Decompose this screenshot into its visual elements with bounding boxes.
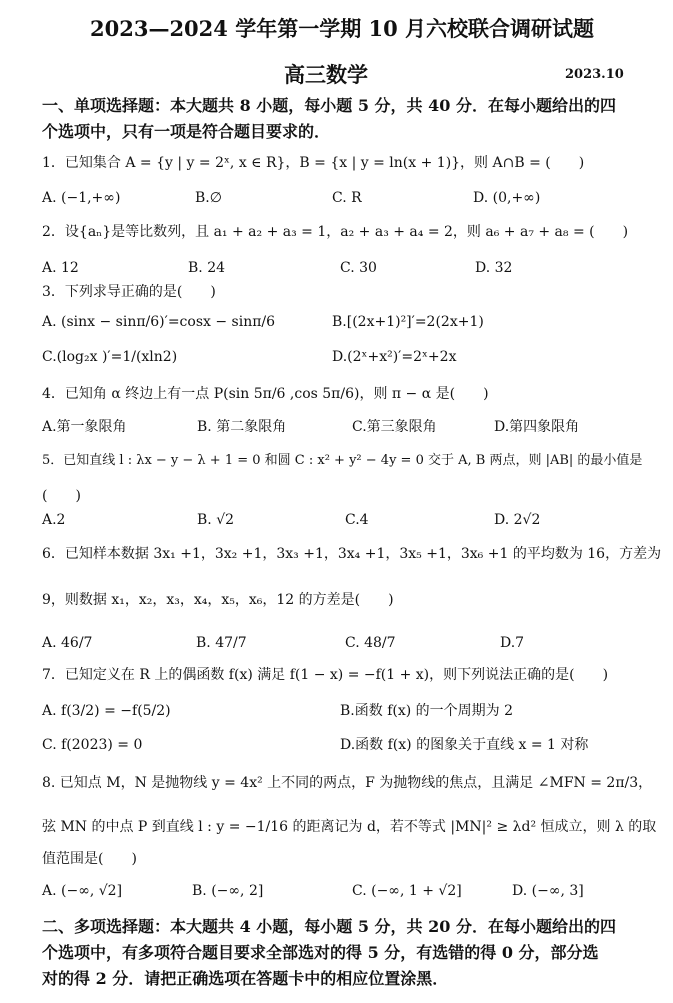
question-2-option-c: C. 30 bbox=[340, 260, 377, 276]
question-5-text-line1: 5．已知直线 l : λx − y − λ + 1 = 0 和圆 C : x² + y² − 4y = 0 交于 A, B 两点，则 |AB| 的最小值是 bbox=[42, 453, 643, 468]
question-1-option-a: A. (−1,+∞) bbox=[42, 190, 121, 206]
question-2-option-a: A. 12 bbox=[42, 260, 79, 276]
section2-heading-line2: 个选项中，有多项符合题目要求全部选对的得 5 分，有选错的得 0 分，部分选 bbox=[42, 943, 599, 962]
exam-title: 2023—2024 学年第一学期 10 月六校联合调研试题 bbox=[90, 16, 595, 41]
question-3-option-b: B.[(2x+1)²]′=2(2x+1) bbox=[332, 314, 484, 330]
question-6-text-line2: 9，则数据 x₁，x₂，x₃，x₄，x₅，x₆，12 的方差是( ) bbox=[42, 592, 394, 608]
question-8-option-d: D. (−∞, 3] bbox=[512, 883, 584, 899]
section2-heading-line3: 对的得 2 分．请把正确选项在答题卡中的相应位置涂黑． bbox=[42, 969, 449, 988]
subject-title: 高三数学 bbox=[284, 62, 368, 87]
question-1-option-c: C. R bbox=[332, 190, 362, 206]
question-4-option-b: B. 第二象限角 bbox=[197, 419, 287, 435]
question-7-option-c: C. f(2023) = 0 bbox=[42, 737, 143, 753]
question-4-text: 4．已知角 α 终边上有一点 P(sin 5π/6 ,cos 5π/6)，则 π − α 是( ) bbox=[42, 386, 489, 402]
question-1-option-d: D. (0,+∞) bbox=[473, 190, 541, 206]
question-1-text: 1．已知集合 A = {y | y = 2ˣ, x ∈ R}，B = {x | y = ln(x + 1)}，则 A∩B = ( ) bbox=[42, 155, 585, 171]
question-7-option-d: D.函数 f(x) 的图象关于直线 x = 1 对称 bbox=[340, 737, 589, 753]
question-5-text-line2: ( ) bbox=[42, 488, 81, 504]
exam-date: 2023.10 bbox=[565, 67, 624, 82]
question-5-option-d: D. 2√2 bbox=[494, 512, 541, 528]
question-8-option-a: A. (−∞, √2] bbox=[42, 883, 123, 899]
section1-heading-line2: 个选项中，只有一项是符合题目要求的． bbox=[42, 122, 331, 141]
section1-heading-line1: 一、单项选择题：本大题共 8 小题，每小题 5 分，共 40 分．在每小题给出的四 bbox=[42, 96, 616, 115]
question-8-text-line1: 8. 已知点 M，N 是抛物线 y = 4x² 上不同的两点，F 为抛物线的焦点，且满足 ∠MFN = 2π/3， bbox=[42, 775, 653, 791]
question-4-option-c: C.第三象限角 bbox=[352, 419, 437, 435]
question-6-option-a: A. 46/7 bbox=[42, 635, 93, 651]
question-8-option-b: B. (−∞, 2] bbox=[192, 883, 264, 899]
question-4-option-d: D.第四象限角 bbox=[494, 419, 580, 435]
section2-heading-line1: 二、多项选择题：本大题共 4 小题，每小题 5 分，共 20 分．在每小题给出的四 bbox=[42, 917, 616, 936]
question-7-option-b: B.函数 f(x) 的一个周期为 2 bbox=[340, 703, 513, 719]
question-2-text: 2．设{aₙ}是等比数列，且 a₁ + a₂ + a₃ = 1，a₂ + a₃ + a₄ = 2，则 a₆ + a₇ + a₈ = ( ) bbox=[42, 224, 629, 240]
question-5-option-a: A.2 bbox=[42, 512, 66, 528]
question-7-text: 7．已知定义在 R 上的偶函数 f(x) 满足 f(1 − x) = −f(1 + x)，则下列说法正确的是( ) bbox=[42, 667, 609, 683]
question-8-option-c: C. (−∞, 1 + √2] bbox=[352, 883, 462, 899]
question-5-option-c: C.4 bbox=[345, 512, 369, 528]
question-6-option-d: D.7 bbox=[500, 635, 525, 651]
question-6-text-line1: 6．已知样本数据 3x₁ +1，3x₂ +1，3x₃ +1，3x₄ +1，3x₅ +1，3x₆ +1 的平均数为 16，方差为 bbox=[42, 546, 662, 562]
question-1-option-b: B.∅ bbox=[195, 190, 222, 206]
question-4-option-a: A.第一象限角 bbox=[42, 419, 127, 435]
question-3-option-d: D.(2ˣ+x²)′=2ˣ+2x bbox=[332, 349, 457, 365]
question-3-text: 3．下列求导正确的是( ) bbox=[42, 284, 216, 300]
question-6-option-c: C. 48/7 bbox=[345, 635, 396, 651]
question-6-option-b: B. 47/7 bbox=[196, 635, 247, 651]
question-3-option-a: A. (sinx − sinπ/6)′=cosx − sinπ/6 bbox=[42, 314, 276, 330]
question-8-text-line2: 弦 MN 的中点 P 到直线 l : y = −1/16 的距离记为 d，若不等式 |MN|² ≥ λd² 恒成立，则 λ 的取 bbox=[42, 819, 657, 835]
question-3-option-c: C.(log₂x )′=1/(xln2) bbox=[42, 349, 178, 365]
question-5-option-b: B. √2 bbox=[197, 512, 235, 528]
question-2-option-b: B. 24 bbox=[188, 260, 226, 276]
question-8-text-line3: 值范围是( ) bbox=[42, 851, 137, 867]
question-2-option-d: D. 32 bbox=[475, 260, 513, 276]
question-7-option-a: A. f(3/2) = −f(5/2) bbox=[42, 703, 171, 719]
